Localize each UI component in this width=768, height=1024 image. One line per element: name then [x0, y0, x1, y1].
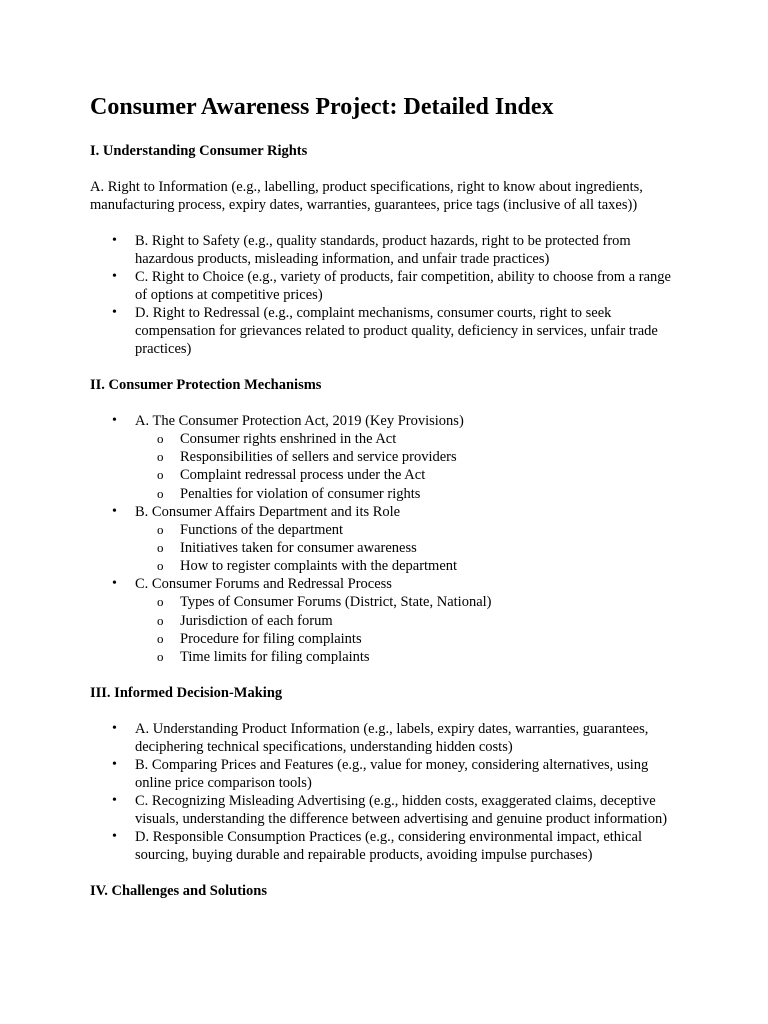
bullet-icon: • [112, 233, 117, 248]
list-item-text: D. Responsible Consumption Practices (e.g., considering environmental impact, ethical sourcing, buying durable and repairable products, avoiding impulse purchases) [135, 829, 642, 864]
list-item [90, 268, 678, 304]
sub-list-item-text: Responsibilities of sellers and service providers [180, 449, 457, 466]
sub-list-item [135, 648, 678, 666]
list-item-text: B. Consumer Affairs Department and its Role [135, 503, 401, 520]
section-heading-4: IV. Challenges and Solutions [90, 883, 268, 900]
sub-list-item-text: Initiatives taken for consumer awareness [180, 540, 417, 557]
bullet-icon: • [112, 576, 117, 592]
list-item [90, 232, 678, 268]
section-1-list [90, 232, 678, 358]
sub-list-item [135, 521, 678, 539]
list-item-text: A. Understanding Product Information (e.g., labels, expiry dates, warranties, guarantees, deciphering technical specifications, understanding hidden costs) [135, 721, 649, 756]
list-item-text: A. The Consumer Protection Act, 2019 (Key Provisions) [135, 413, 464, 429]
document-title: Consumer Awareness Project: Detailed Index [90, 94, 554, 120]
sub-list-item-text: Procedure for filing complaints [180, 630, 362, 647]
bullet-icon: • [112, 503, 117, 519]
list-item-text: C. Consumer Forums and Redressal Process [135, 576, 392, 593]
sub-bullet-icon: o [157, 467, 164, 483]
sub-list [135, 521, 678, 576]
list-item-text: B. Right to Safety (e.g., quality standards, product hazards, right to be protected from hazardous products, misleading information, and unfair trade practices) [135, 233, 631, 267]
sub-list [135, 593, 678, 666]
sub-bullet-icon: o [157, 449, 164, 465]
sub-list-item-text: Functions of the department [180, 521, 344, 538]
section-1-intro: A. Right to Information (e.g., labelling, product specifications, right to know about ingredients, manufacturing process, expiry dates, warranties, guarantees, price tags (inclusive of all taxes)) [90, 179, 643, 213]
section-heading-2: II. Consumer Protection Mechanisms [90, 377, 322, 393]
list-item [90, 720, 678, 756]
list-item [90, 756, 678, 792]
list-item [90, 304, 678, 358]
sub-list [135, 430, 678, 503]
bullet-icon: • [112, 305, 117, 320]
bullet-icon: • [112, 757, 117, 773]
bullet-icon: • [112, 721, 117, 737]
sub-bullet-icon: o [157, 558, 164, 574]
section-heading-3: III. Informed Decision-Making [90, 685, 283, 702]
sub-list-item [135, 448, 678, 466]
sub-list-item [135, 630, 678, 648]
bullet-icon: • [112, 269, 117, 284]
list-item [90, 828, 678, 864]
sub-list-item [135, 612, 678, 630]
sub-list-item [135, 557, 678, 575]
sub-bullet-icon: o [157, 630, 164, 646]
list-item [90, 792, 678, 828]
sub-bullet-icon: o [157, 431, 164, 446]
bullet-icon: • [112, 829, 117, 845]
sub-bullet-icon: o [157, 540, 164, 556]
list-item-text: C. Recognizing Misleading Advertising (e.g., hidden costs, exaggerated claims, deceptive visuals, understanding the difference between advertising and genuine product information) [135, 793, 668, 828]
sub-list-item [135, 593, 678, 611]
sub-list-item-text: Jurisdiction of each forum [180, 612, 333, 629]
sub-bullet-icon: o [157, 612, 164, 628]
sub-bullet-icon: o [157, 521, 164, 537]
sub-list-item [135, 485, 678, 503]
sub-bullet-icon: o [157, 649, 164, 665]
list-item-text: B. Comparing Prices and Features (e.g., value for money, considering alternatives, using online price comparison tools) [135, 757, 649, 792]
sub-bullet-icon: o [157, 485, 164, 501]
list-item [90, 412, 678, 503]
bullet-icon: • [112, 793, 117, 809]
list-item [90, 575, 678, 666]
list-item-text: D. Right to Redressal (e.g., complaint mechanisms, consumer courts, right to seek compensation for grievances related to product quality, deficiency in services, unfair trade practices) [135, 305, 658, 357]
sub-list-item [135, 539, 678, 557]
bullet-icon: • [112, 413, 117, 428]
sub-list-item-text: How to register complaints with the department [180, 558, 458, 575]
section-heading-1: I. Understanding Consumer Rights [90, 143, 308, 159]
list-item [90, 503, 678, 576]
sub-list-item [135, 466, 678, 484]
sub-list-item-text: Penalties for violation of consumer rights [180, 485, 421, 502]
sub-list-item-text: Consumer rights enshrined in the Act [180, 431, 397, 447]
sub-list-item-text: Time limits for filing complaints [180, 649, 370, 666]
section-2-list [90, 412, 678, 666]
sub-list-item-text: Complaint redressal process under the Act [180, 467, 426, 484]
section-3-list [90, 720, 678, 864]
list-item-text: C. Right to Choice (e.g., variety of products, fair competition, ability to choose from a range of options at competitive prices) [135, 269, 671, 303]
sub-list-item-text: Types of Consumer Forums (District, State, National) [180, 594, 492, 611]
sub-bullet-icon: o [157, 594, 164, 610]
sub-list-item [135, 430, 678, 448]
